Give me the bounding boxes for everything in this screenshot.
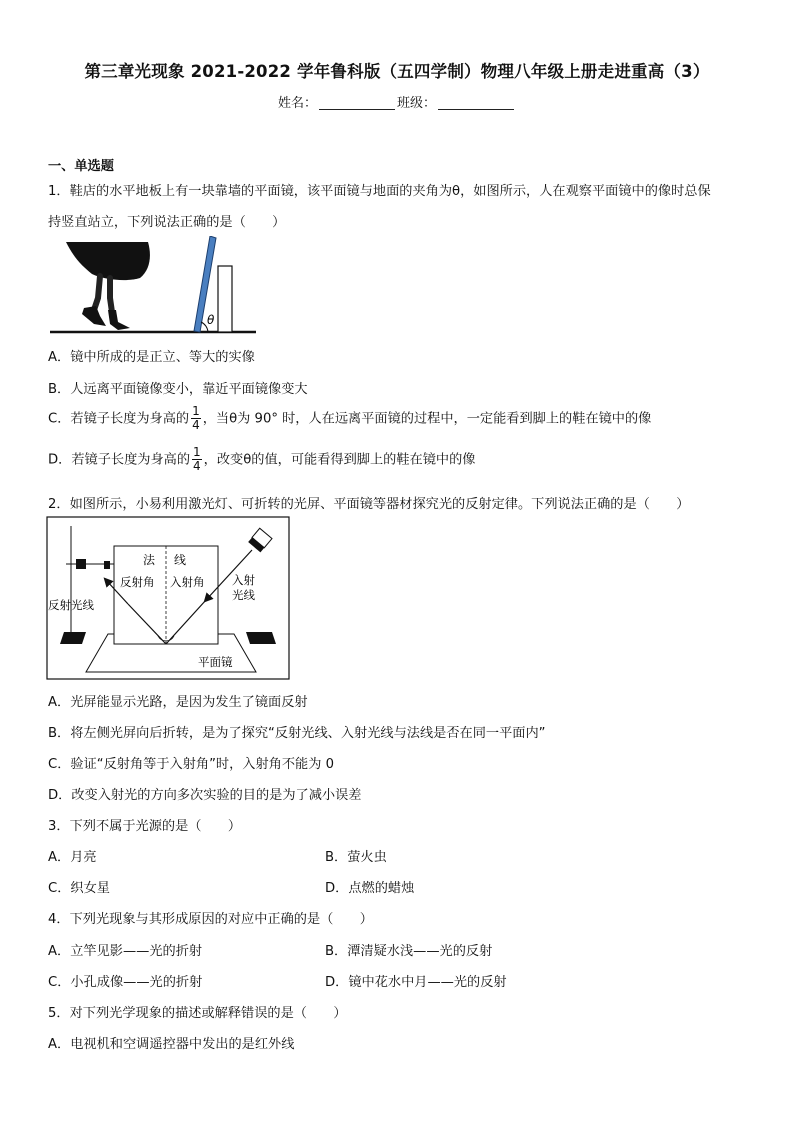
- q5-stem: 5．对下列光学现象的描述或解释错误的是（ ）: [48, 1006, 347, 1021]
- fraction-one-quarter: $\frac{1}{4}$: [192, 404, 200, 432]
- q3-stem: 3．下列不属于光源的是（ ）: [48, 819, 242, 834]
- q1-option-d-pre: D．若镜子长度为身高的: [48, 452, 191, 468]
- q1-figure: [48, 236, 260, 338]
- name-label: 姓名：: [277, 96, 317, 111]
- section-title: 一、单选题: [48, 159, 114, 174]
- q4-stem: 4．下列光现象与其形成原因的对应中正确的是（ ）: [48, 912, 373, 927]
- q1-option-c[interactable]: [48, 405, 651, 432]
- q2-stem: 2．如图所示，小易利用激光灯、可折转的光屏、平面镜等器材探究光的反射定律。下列说法正确的是（ ）: [48, 497, 690, 512]
- q1-option-c-post: ，当θ为 90° 时，人在远离平面镜的过程中，一定能看到脚上的鞋在镜中的像: [202, 411, 652, 427]
- q3-option-a[interactable]: A．月亮: [48, 850, 97, 865]
- mirror-label: 平面镜: [198, 655, 233, 669]
- q4-option-a[interactable]: A．立竿见影——光的折射: [48, 944, 203, 959]
- base-right: [246, 632, 276, 644]
- q2-option-b[interactable]: B．将左侧光屏向后折转，是为了探究“反射光线、入射光线与法线是否在同一平面内”: [48, 726, 546, 741]
- q3-option-b[interactable]: B．萤火虫: [325, 850, 387, 865]
- base-left: [60, 632, 86, 644]
- q1-stem-line2: 持竖直站立，下列说法正确的是（ ）: [48, 215, 286, 230]
- normal-label-left: 法: [143, 553, 156, 567]
- reflected-ray-label: 反射光线: [48, 598, 94, 612]
- q1-option-d[interactable]: [48, 446, 476, 473]
- q2-figure: [46, 516, 290, 680]
- clamp-right: [104, 561, 110, 569]
- q3-option-c[interactable]: C．织女星: [48, 881, 110, 896]
- light-screen: [114, 546, 218, 644]
- q5-option-a[interactable]: A．电视机和空调遥控器中发出的是红外线: [48, 1037, 295, 1052]
- class-label: 班级：: [397, 96, 437, 111]
- clamp-left: [76, 559, 86, 569]
- q4-option-d[interactable]: D．镜中花水中月——光的反射: [325, 975, 507, 990]
- normal-label-right: 线: [174, 553, 187, 567]
- left-shoe: [82, 306, 106, 326]
- wall-box: [218, 266, 232, 332]
- skirt-shape: [66, 242, 150, 280]
- page-title: 第三章光现象 2021-2022 学年鲁科版（五四学制）物理八年级上册走进重高（3）: [84, 62, 710, 81]
- right-shoe: [108, 310, 130, 330]
- q1-option-d-post: ，改变θ的值，可能看得到脚上的鞋在镜中的像: [203, 452, 476, 468]
- student-info: [0, 92, 794, 111]
- class-blank[interactable]: [438, 95, 514, 110]
- q4-option-b[interactable]: B．潭清疑水浅——光的反射: [325, 944, 493, 959]
- q1-stem-line1: 1．鞋店的水平地板上有一块靠墙的平面镜，该平面镜与地面的夹角为θ，如图所示，人在观察平面镜中的像时总保: [48, 184, 711, 199]
- q2-option-d[interactable]: D．改变入射光的方向多次实验的目的是为了减小误差: [48, 788, 362, 803]
- incident-ray-label-1: 入射: [232, 573, 255, 587]
- incident-angle-label: 入射角: [170, 575, 205, 589]
- name-blank[interactable]: [319, 95, 395, 110]
- q1-option-a[interactable]: A．镜中所成的是正立、等大的实像: [48, 350, 255, 365]
- q2-option-a[interactable]: A．光屏能显示光路，是因为发生了镜面反射: [48, 695, 308, 710]
- q3-option-d[interactable]: D．点燃的蜡烛: [325, 881, 415, 896]
- fraction-one-quarter: $\frac{1}{4}$: [193, 445, 201, 473]
- q2-option-c[interactable]: C．验证“反射角等于入射角”时，入射角不能为 0: [48, 757, 335, 772]
- legs-shape: [94, 276, 112, 312]
- incident-ray-label-2: 光线: [232, 588, 255, 602]
- reflect-angle-label: 反射角: [120, 575, 155, 589]
- theta-label: θ: [207, 313, 215, 327]
- q4-option-c[interactable]: C．小孔成像——光的折射: [48, 975, 203, 990]
- q1-option-b[interactable]: B．人远离平面镜像变小，靠近平面镜像变大: [48, 382, 308, 397]
- q1-option-c-pre: C．若镜子长度为身高的: [48, 411, 190, 427]
